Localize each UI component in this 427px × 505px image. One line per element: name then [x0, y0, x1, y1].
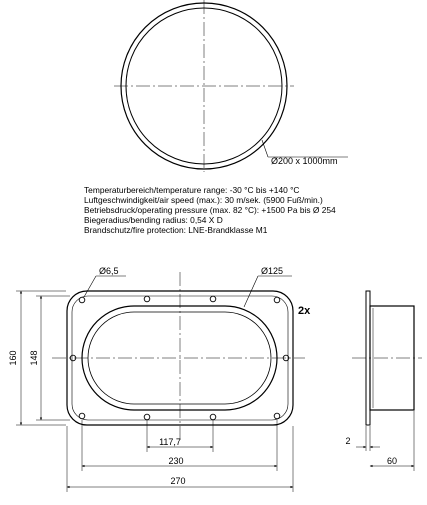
mounting-hole — [79, 297, 85, 303]
dim-270-label: 270 — [170, 476, 186, 486]
spec-temperature: Temperaturbereich/temperature range: -30 °C bis +140 °C — [84, 185, 300, 195]
flange-side-view — [345, 291, 422, 471]
flange-front-view — [8, 266, 311, 492]
mounting-hole — [144, 414, 150, 420]
dim-148-label: 148 — [29, 350, 39, 366]
dim-117-7-label: 117,7 — [159, 437, 181, 447]
spec-fire-protection: Brandschutz/fire protection: LNE-Brandklasse M1 — [84, 225, 268, 235]
spec-operating-pressure: Betriebsdruck/operating pressure (max. 82 °C): +1500 Pa bis Ø 254 — [84, 205, 336, 215]
dimension-flange-thickness — [356, 426, 380, 451]
quantity-label: 2x — [298, 305, 311, 317]
mounting-hole — [210, 296, 216, 302]
mounting-hole — [79, 413, 85, 419]
dim-160-label: 160 — [8, 350, 18, 366]
dim-2-label: 2 — [345, 436, 351, 446]
mounting-hole — [274, 413, 280, 419]
dim-60-label: 60 — [386, 456, 398, 466]
duct-circle-view — [114, 0, 348, 172]
dim-230-label: 230 — [168, 456, 184, 466]
hole-leader-line — [84, 276, 96, 297]
mounting-hole — [144, 296, 150, 302]
mounting-hole — [210, 414, 216, 420]
mounting-hole — [274, 297, 280, 303]
opening-diameter-label: Ø125 — [261, 266, 284, 276]
spec-air-speed: Luftgeschwindigkeit/air speed (max.): 30 m/sek. (5900 Fuß/min.) — [84, 195, 323, 205]
duct-size-label: Ø200 x 1000mm — [271, 156, 338, 166]
spec-bending-radius: Biegeradius/bending radius: 0,54 X D — [84, 215, 223, 225]
hole-diameter-label: Ø6,5 — [99, 266, 119, 276]
